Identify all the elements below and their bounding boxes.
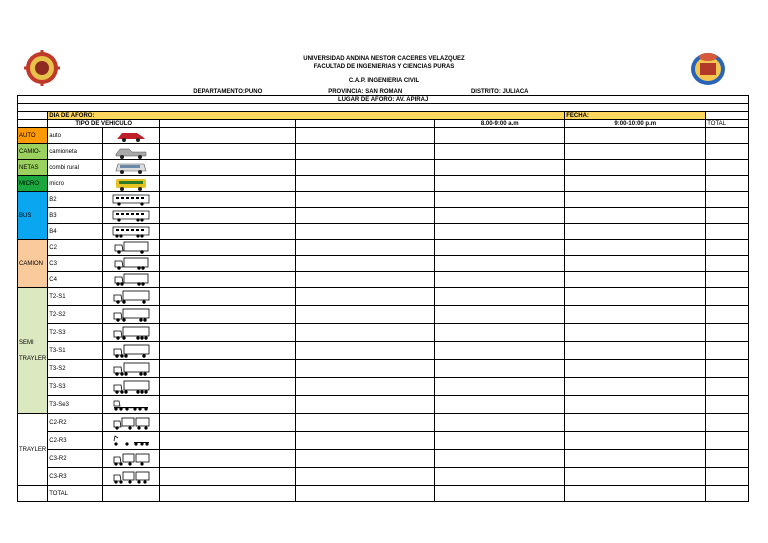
col-evening: 9:00-10:00 p.m	[565, 120, 706, 128]
group-trayler: TRAYLER	[18, 414, 48, 486]
trailer-truck-icon	[112, 470, 150, 484]
bus-icon	[112, 226, 150, 238]
university-title: UNIVERSIDAD ANDINA NESTOR CACERES VELAZQUEZ	[303, 56, 465, 62]
row-label: C4	[48, 272, 103, 288]
fecha-label: FECHA:	[565, 112, 706, 120]
row-label: camioneta	[48, 144, 103, 160]
dia-aforo-label: DIA DE AFORO:	[48, 112, 565, 120]
group-auto: AUTO	[18, 128, 48, 144]
total-row-label: TOTAL	[48, 486, 103, 502]
bus-icon	[112, 194, 150, 206]
van-icon	[114, 161, 148, 174]
trailer-truck-icon	[112, 344, 150, 358]
lugar-aforo: LUGAR DE AFORO: AV. APIRAJ	[18, 96, 749, 104]
row-label: auto	[48, 128, 103, 144]
row-label: C3-R3	[48, 468, 103, 486]
traffic-count-table	[17, 88, 749, 502]
group-camion: CAMION	[18, 240, 48, 288]
row-label: T2-S3	[48, 324, 103, 342]
trailer-truck-icon	[112, 434, 150, 448]
row-label: combi rural	[48, 160, 103, 176]
truck-icon	[112, 241, 150, 254]
faculty-title: FACULTAD DE INGENIERIAS Y CIENCIAS PURAS	[313, 64, 455, 70]
program-title: C.A.P. INGENIERIA CIVIL	[348, 78, 420, 84]
truck-icon	[112, 257, 150, 270]
row-label: T2-S1	[48, 288, 103, 306]
pickup-icon	[114, 145, 148, 159]
trailer-truck-icon	[112, 398, 150, 412]
row-label: C2	[48, 240, 103, 256]
row-label: T3-S3	[48, 378, 103, 396]
provincia: PROVINCIA: SAN ROMAN	[328, 88, 403, 95]
trailer-truck-icon	[112, 416, 150, 430]
row-label: T2-S2	[48, 306, 103, 324]
row-label: B4	[48, 224, 103, 240]
col-morning: 8.00-9:00 a.m	[435, 120, 565, 128]
group-trayler-semi: TRAYLER	[19, 355, 47, 362]
trailer-truck-icon	[112, 308, 150, 322]
row-label: C3-R2	[48, 450, 103, 468]
trailer-truck-icon	[112, 380, 150, 394]
row-label: micro	[48, 176, 103, 192]
trailer-truck-icon	[112, 452, 150, 466]
group-semi: SEMI	[19, 339, 34, 346]
trailer-truck-icon	[112, 290, 150, 304]
group-micro: MICRO	[18, 176, 48, 192]
tipo-header: TIPO DE VEHICULO	[48, 120, 160, 128]
group-bus: BUS	[18, 192, 48, 240]
minibus-icon	[114, 177, 148, 191]
row-label: C2-R2	[48, 414, 103, 432]
group-netas: NETAS	[18, 160, 48, 176]
trailer-truck-icon	[112, 362, 150, 376]
row-label: T3-Se3	[48, 396, 103, 414]
row-label: T3-S1	[48, 342, 103, 360]
trailer-truck-icon	[112, 326, 150, 340]
row-label: C2-R3	[48, 432, 103, 450]
group-camio: CAMIO-	[18, 144, 48, 160]
departamento: DEPARTAMENTO:PUNO	[193, 88, 263, 95]
row-label: B3	[48, 208, 103, 224]
col-total: TOTAL	[706, 120, 749, 128]
truck-icon	[112, 273, 150, 286]
bus-icon	[112, 210, 150, 222]
distrito: DISTRITO: JULIACA	[470, 88, 529, 95]
row-label: B2	[48, 192, 103, 208]
row-label: T3-S2	[48, 360, 103, 378]
car-icon	[115, 130, 147, 142]
row-label: C3	[48, 256, 103, 272]
